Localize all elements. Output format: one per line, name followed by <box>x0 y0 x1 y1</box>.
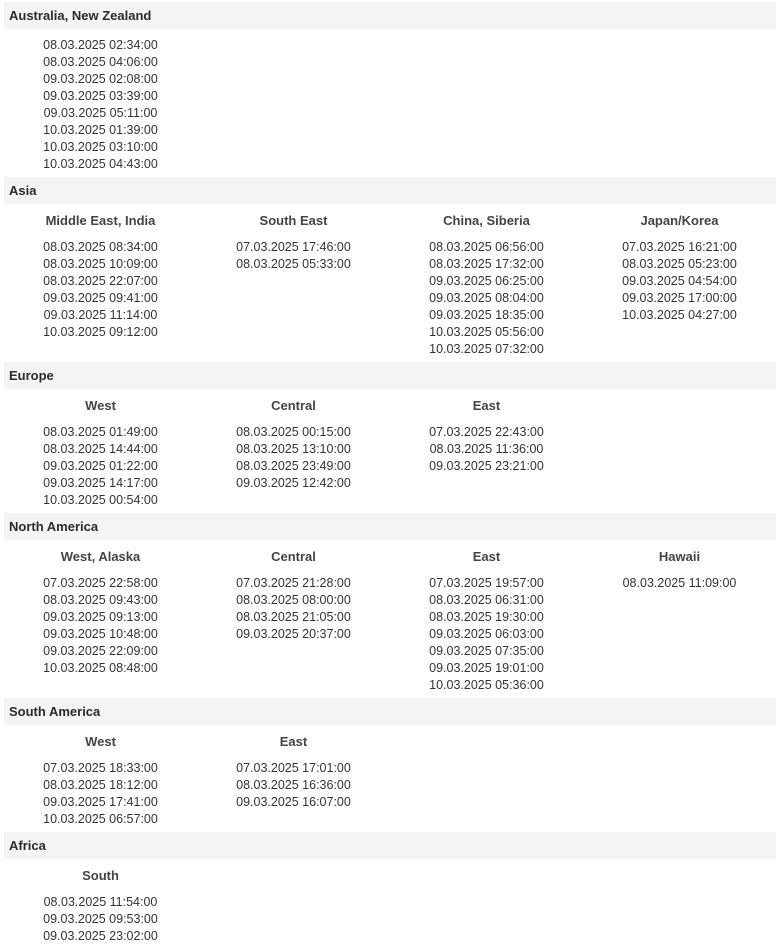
time-entry: 08.03.2025 05:33:00 <box>236 257 351 271</box>
time-entry: 08.03.2025 10:09:00 <box>43 257 158 271</box>
time-entry: 07.03.2025 18:33:00 <box>43 761 158 775</box>
time-entry: 09.03.2025 05:11:00 <box>43 106 158 120</box>
time-entry: 08.03.2025 02:34:00 <box>43 38 158 52</box>
time-entry: 08.03.2025 05:23:00 <box>622 257 737 271</box>
timezone-column-east <box>390 548 583 694</box>
time-entry: 08.03.2025 17:32:00 <box>429 257 544 271</box>
region-header: Europe <box>4 362 776 389</box>
region-columns <box>4 859 776 949</box>
timezone-column-china-siberia <box>390 212 583 358</box>
time-entry: 09.03.2025 10:48:00 <box>43 627 158 641</box>
timezone-column-south <box>4 867 197 945</box>
time-entry: 08.03.2025 14:44:00 <box>43 442 158 456</box>
time-entry: 09.03.2025 18:35:00 <box>429 308 544 322</box>
region-africa <box>4 832 776 949</box>
time-entry: 09.03.2025 04:54:00 <box>622 274 737 288</box>
time-entry: 09.03.2025 06:03:00 <box>429 627 544 641</box>
time-entry: 10.03.2025 00:54:00 <box>43 493 158 507</box>
time-entry: 08.03.2025 11:09:00 <box>622 576 737 590</box>
region-europe <box>4 362 776 513</box>
time-entry: 08.03.2025 01:49:00 <box>43 425 158 439</box>
column-title: China, Siberia <box>443 213 530 228</box>
column-title: Middle East, India <box>45 213 156 228</box>
region-asia <box>4 177 776 362</box>
time-entry: 08.03.2025 00:15:00 <box>236 425 351 439</box>
time-entry: 10.03.2025 07:32:00 <box>429 342 544 356</box>
time-list <box>197 575 390 643</box>
time-list <box>4 894 197 945</box>
column-title: South <box>82 868 119 883</box>
timezone-column-japan-korea <box>583 212 776 358</box>
time-entry: 08.03.2025 08:34:00 <box>43 240 158 254</box>
time-list <box>197 239 390 273</box>
time-entry: 10.03.2025 03:10:00 <box>43 140 158 154</box>
time-list <box>197 760 390 811</box>
region-columns <box>4 204 776 362</box>
time-list <box>390 239 583 358</box>
time-list <box>4 424 197 509</box>
region-header: South America <box>4 698 776 725</box>
time-entry: 10.03.2025 05:56:00 <box>429 325 544 339</box>
time-entry: 09.03.2025 23:21:00 <box>429 459 544 473</box>
time-entry: 10.03.2025 09:12:00 <box>43 325 158 339</box>
region-header: Africa <box>4 832 776 859</box>
time-entry: 10.03.2025 08:48:00 <box>43 661 158 675</box>
time-entry: 08.03.2025 08:00:00 <box>236 593 351 607</box>
timezone-column-central <box>197 397 390 509</box>
timezone-column-east <box>197 733 390 828</box>
timezone-column-west <box>4 733 197 828</box>
time-entry: 10.03.2025 04:43:00 <box>43 157 158 171</box>
time-entry: 08.03.2025 13:10:00 <box>236 442 351 456</box>
column-title: West <box>85 734 116 749</box>
region-header: Asia <box>4 177 776 204</box>
region-columns <box>4 725 776 832</box>
time-list <box>4 575 197 677</box>
time-list <box>583 575 776 592</box>
time-list <box>4 37 197 173</box>
time-entry: 09.03.2025 09:41:00 <box>43 291 158 305</box>
column-title: East <box>472 549 501 564</box>
timezone-column-west <box>4 397 197 509</box>
region-header: North America <box>4 513 776 540</box>
time-entry: 09.03.2025 09:13:00 <box>43 610 158 624</box>
time-entry: 10.03.2025 04:27:00 <box>622 308 737 322</box>
time-entry: 08.03.2025 06:31:00 <box>429 593 544 607</box>
time-entry: 09.03.2025 01:22:00 <box>43 459 158 473</box>
time-entry: 09.03.2025 12:42:00 <box>236 476 351 490</box>
time-list <box>4 239 197 341</box>
time-entry: 09.03.2025 08:04:00 <box>429 291 544 305</box>
time-entry: 07.03.2025 22:43:00 <box>429 425 544 439</box>
time-entry: 10.03.2025 05:36:00 <box>429 678 544 692</box>
time-entry: 09.03.2025 09:53:00 <box>43 912 158 926</box>
time-entry: 07.03.2025 22:58:00 <box>43 576 158 590</box>
time-entry: 08.03.2025 22:07:00 <box>43 274 158 288</box>
time-entry: 07.03.2025 21:28:00 <box>236 576 351 590</box>
time-entry: 09.03.2025 17:00:00 <box>622 291 737 305</box>
time-entry: 07.03.2025 17:01:00 <box>236 761 351 775</box>
timezone-column-south-east <box>197 212 390 358</box>
time-entry: 09.03.2025 17:41:00 <box>43 795 158 809</box>
time-entry: 07.03.2025 19:57:00 <box>429 576 544 590</box>
column-title: East <box>279 734 308 749</box>
region-columns <box>4 540 776 698</box>
time-list <box>390 575 583 694</box>
column-title: East <box>472 398 501 413</box>
time-entry: 08.03.2025 16:36:00 <box>236 778 351 792</box>
time-entry: 10.03.2025 06:57:00 <box>43 812 158 826</box>
column-title: Hawaii <box>658 549 701 564</box>
time-entry: 08.03.2025 04:06:00 <box>43 55 158 69</box>
time-entry: 08.03.2025 19:30:00 <box>429 610 544 624</box>
time-entry: 09.03.2025 06:25:00 <box>429 274 544 288</box>
time-list <box>583 239 776 324</box>
region-header: Australia, New Zealand <box>4 2 776 29</box>
time-entry: 09.03.2025 20:37:00 <box>236 627 351 641</box>
column-title: Central <box>271 549 316 564</box>
column-title: West, Alaska <box>60 549 141 564</box>
time-entry: 08.03.2025 21:05:00 <box>236 610 351 624</box>
column-title: West <box>85 398 116 413</box>
time-entry: 09.03.2025 07:35:00 <box>429 644 544 658</box>
time-entry: 08.03.2025 06:56:00 <box>429 240 544 254</box>
time-entry: 08.03.2025 18:12:00 <box>43 778 158 792</box>
timezone-column-west-alaska <box>4 548 197 694</box>
timezone-column-east <box>390 397 583 509</box>
column-title: South East <box>259 213 328 228</box>
region-columns <box>4 29 776 177</box>
time-entry: 09.03.2025 22:09:00 <box>43 644 158 658</box>
time-entry: 09.03.2025 11:14:00 <box>43 308 158 322</box>
time-entry: 07.03.2025 16:21:00 <box>622 240 737 254</box>
time-entry: 09.03.2025 03:39:00 <box>43 89 158 103</box>
time-entry: 09.03.2025 16:07:00 <box>236 795 351 809</box>
region-north-america <box>4 513 776 698</box>
time-list <box>4 760 197 828</box>
time-entry: 09.03.2025 02:08:00 <box>43 72 158 86</box>
column-title: Central <box>271 398 316 413</box>
timezone-column <box>4 37 197 173</box>
time-list <box>197 424 390 492</box>
column-title: Japan/Korea <box>640 213 719 228</box>
time-list <box>390 424 583 475</box>
time-entry: 09.03.2025 23:02:00 <box>43 929 158 943</box>
time-entry: 08.03.2025 23:49:00 <box>236 459 351 473</box>
timezone-column-central <box>197 548 390 694</box>
time-entry: 07.03.2025 17:46:00 <box>236 240 351 254</box>
region-australia-new-zealand <box>4 2 776 177</box>
time-entry: 09.03.2025 19:01:00 <box>429 661 544 675</box>
region-south-america <box>4 698 776 832</box>
time-entry: 09.03.2025 14:17:00 <box>43 476 158 490</box>
region-columns <box>4 389 776 513</box>
timezone-column-middle-east-india <box>4 212 197 358</box>
time-entry: 10.03.2025 01:39:00 <box>43 123 158 137</box>
time-entry: 08.03.2025 11:36:00 <box>429 442 544 456</box>
time-entry: 08.03.2025 11:54:00 <box>43 895 158 909</box>
timezone-column-hawaii <box>583 548 776 694</box>
time-entry: 08.03.2025 09:43:00 <box>43 593 158 607</box>
